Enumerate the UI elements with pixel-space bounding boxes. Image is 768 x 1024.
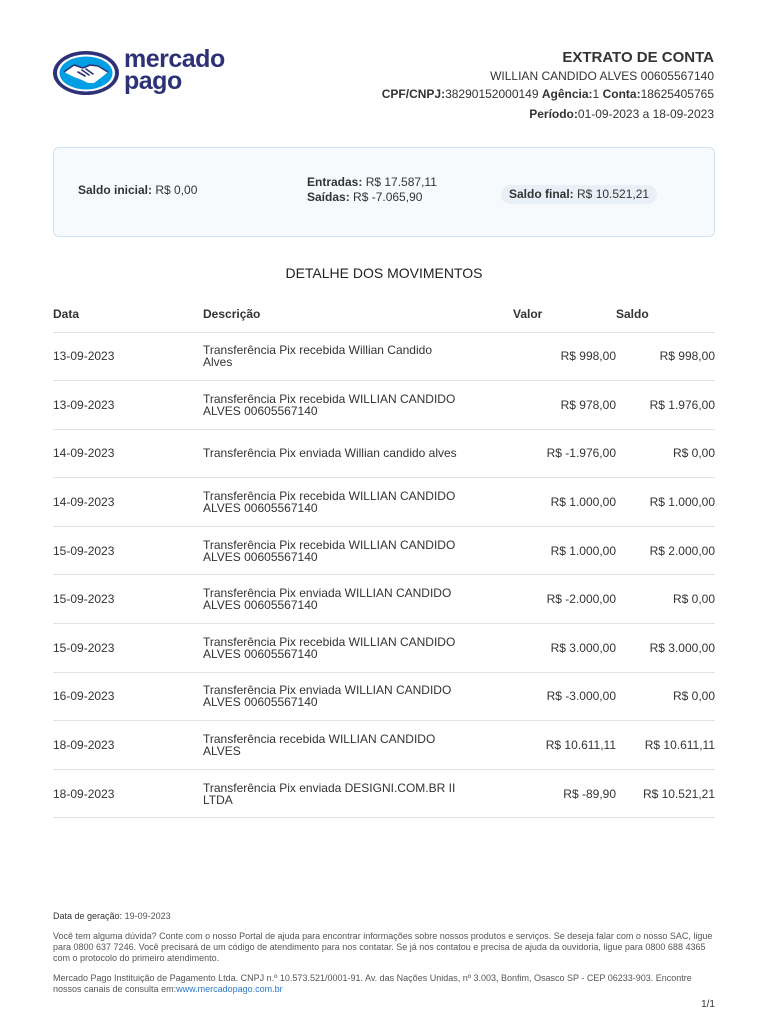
- company-text: Mercado Pago Instituição de Pagamento Ltda. CNPJ n.º 10.573.521/0001-91. Av. das Nações Unidas, nº 3.003, Bonfim, Osasco SP - CEP 06233-903. Encontre nossos canais de consulta em:: [53, 973, 692, 994]
- row-value: R$ 1.000,00: [513, 526, 616, 575]
- statement-period: [382, 105, 714, 123]
- cash-flow: [307, 175, 437, 205]
- row-balance: R$ 0,00: [616, 575, 715, 624]
- row-date: 15-09-2023: [53, 575, 203, 624]
- logo-word-1: mercado: [124, 45, 225, 73]
- table-row: [53, 429, 715, 478]
- row-date: 18-09-2023: [53, 721, 203, 770]
- row-description: [203, 429, 513, 478]
- row-description-line-2: ALVES: [203, 744, 241, 759]
- initial-balance: [78, 183, 197, 198]
- handshake-logo-icon: [52, 50, 120, 96]
- logo-wordmark: [124, 45, 225, 95]
- generation-date: [53, 911, 715, 922]
- income-value: R$ 17.587,11: [365, 175, 437, 189]
- row-description-line-1: Transferência Pix recebida WILLIAN CANDIDO: [203, 489, 456, 504]
- statement-header: [382, 49, 714, 123]
- mercado-pago-logo: [52, 45, 242, 100]
- row-description: [203, 721, 513, 770]
- row-value: R$ -2.000,00: [513, 575, 616, 624]
- outflow-value: R$ -7.065,90: [353, 190, 423, 204]
- row-value: R$ -89,90: [513, 769, 616, 818]
- row-value: R$ 978,00: [513, 381, 616, 430]
- row-description-line-1: Transferência Pix enviada WILLIAN CANDIDO: [203, 683, 452, 698]
- row-description-line-1: Transferência Pix enviada DESIGNI.COM.BR II: [203, 780, 456, 795]
- row-description: [203, 332, 513, 381]
- row-date: 16-09-2023: [53, 672, 203, 721]
- table-row: [53, 721, 715, 770]
- statement-footer: [53, 911, 715, 1004]
- row-balance: R$ 2.000,00: [616, 526, 715, 575]
- table-row: [53, 575, 715, 624]
- generation-date-value: 19-09-2023: [124, 911, 171, 921]
- table-header-row: [53, 296, 715, 332]
- row-description: [203, 526, 513, 575]
- account-holder: WILLIAN CANDIDO ALVES 00605567140: [490, 69, 714, 83]
- row-description-line-1: Transferência Pix recebida Willian Candido: [203, 343, 432, 358]
- column-header-date: Data: [53, 296, 203, 332]
- row-value: R$ 1.000,00: [513, 478, 616, 527]
- page-number: 1/1: [701, 999, 715, 1010]
- table-row: [53, 526, 715, 575]
- table-row: [53, 769, 715, 818]
- balance-summary: [53, 147, 715, 237]
- account-label: Conta:: [602, 87, 641, 101]
- row-description-line-2: Alves: [203, 355, 233, 370]
- row-date: 15-09-2023: [53, 624, 203, 673]
- row-description: [203, 769, 513, 818]
- row-balance: R$ 0,00: [616, 429, 715, 478]
- final-balance-label: Saldo final:: [509, 187, 574, 201]
- row-date: 13-09-2023: [53, 381, 203, 430]
- column-header-value: Valor: [513, 296, 616, 332]
- column-header-balance: Saldo: [616, 296, 715, 332]
- row-description-line-1: Transferência Pix recebida WILLIAN CANDIDO: [203, 537, 456, 552]
- row-description: [203, 575, 513, 624]
- table-row: [53, 332, 715, 381]
- initial-balance-label: Saldo inicial:: [78, 183, 153, 197]
- generation-date-label: Data de geração:: [53, 911, 123, 921]
- row-date: 14-09-2023: [53, 478, 203, 527]
- row-description-line-2: ALVES 00605567140: [203, 501, 318, 516]
- movements-table: [53, 296, 715, 818]
- row-description: [203, 478, 513, 527]
- company-website-link[interactable]: www.mercadopago.com.br: [176, 984, 283, 994]
- final-balance: [501, 185, 657, 204]
- row-date: 15-09-2023: [53, 526, 203, 575]
- outflow-line: [307, 190, 437, 205]
- row-description-line-2: ALVES 00605567140: [203, 598, 318, 613]
- row-description-line-1: Transferência Pix recebida WILLIAN CANDIDO: [203, 634, 456, 649]
- agency-value: 1: [592, 87, 600, 101]
- income-label: Entradas:: [307, 175, 363, 189]
- cpf-label: CPF/CNPJ:: [381, 87, 446, 101]
- row-description-line-2: ALVES 00605567140: [203, 403, 318, 418]
- row-date: 14-09-2023: [53, 429, 203, 478]
- company-info: [53, 973, 715, 995]
- row-value: R$ 3.000,00: [513, 624, 616, 673]
- row-description: [203, 381, 513, 430]
- row-value: R$ -3.000,00: [513, 672, 616, 721]
- row-balance: R$ 1.000,00: [616, 478, 715, 527]
- row-description-line-1: Transferência Pix enviada Willian candido alves: [203, 446, 457, 461]
- row-balance: R$ 0,00: [616, 672, 715, 721]
- table-row: [53, 624, 715, 673]
- agency-label: Agência:: [541, 87, 593, 101]
- row-description-line-2: ALVES 00605567140: [203, 646, 318, 661]
- row-balance: R$ 3.000,00: [616, 624, 715, 673]
- row-balance: R$ 10.521,21: [616, 769, 715, 818]
- row-description-line-1: Transferência recebida WILLIAN CANDIDO: [203, 732, 436, 747]
- row-description-line-2: ALVES 00605567140: [203, 695, 318, 710]
- cpf-value: 38290152000149: [445, 87, 539, 101]
- outflow-label: Saídas:: [307, 190, 350, 204]
- row-description-line-2: LTDA: [203, 792, 233, 807]
- row-description: [203, 672, 513, 721]
- period-label: Período:: [529, 107, 578, 121]
- row-value: R$ -1.976,00: [513, 429, 616, 478]
- table-row: [53, 672, 715, 721]
- movements-title: DETALHE DOS MOVIMENTOS: [285, 265, 483, 281]
- row-balance: R$ 998,00: [616, 332, 715, 381]
- row-value: R$ 10.611,11: [513, 721, 616, 770]
- row-description-line-2: ALVES 00605567140: [203, 549, 318, 564]
- table-row: [53, 478, 715, 527]
- row-value: R$ 998,00: [513, 332, 616, 381]
- final-balance-value: R$ 10.521,21: [577, 187, 650, 201]
- logo-word-2: pago: [124, 67, 182, 95]
- account-ids: [382, 85, 714, 103]
- movements-table-body: [53, 332, 715, 818]
- row-description: [203, 624, 513, 673]
- income-line: [307, 175, 437, 190]
- initial-balance-value: R$ 0,00: [155, 183, 198, 197]
- row-description-line-1: Transferência Pix recebida WILLIAN CANDIDO: [203, 391, 456, 406]
- period-value: 01-09-2023 a 18-09-2023: [577, 107, 714, 121]
- help-text: Você tem alguma dúvida? Conte com o nosso Portal de ajuda para encontrar informações sobre nossos produtos e serviços. Se deseja falar com o nosso SAC, ligue para 0800 637 7246. Você precisará de um código de atendimento para nos contatar. Se já nos contatou e precisa de ajuda da ouvidoria, ligue para 0800 688 4365 com o protocolo do primeiro atendimento.: [53, 931, 713, 963]
- statement-title: EXTRATO DE CONTA: [562, 49, 714, 66]
- table-row: [53, 381, 715, 430]
- account-value: 18625405765: [640, 87, 714, 101]
- row-balance: R$ 1.976,00: [616, 381, 715, 430]
- row-description-line-1: Transferência Pix enviada WILLIAN CANDIDO: [203, 586, 452, 601]
- column-header-description: Descrição: [203, 296, 513, 332]
- row-date: 18-09-2023: [53, 769, 203, 818]
- row-date: 13-09-2023: [53, 332, 203, 381]
- row-balance: R$ 10.611,11: [616, 721, 715, 770]
